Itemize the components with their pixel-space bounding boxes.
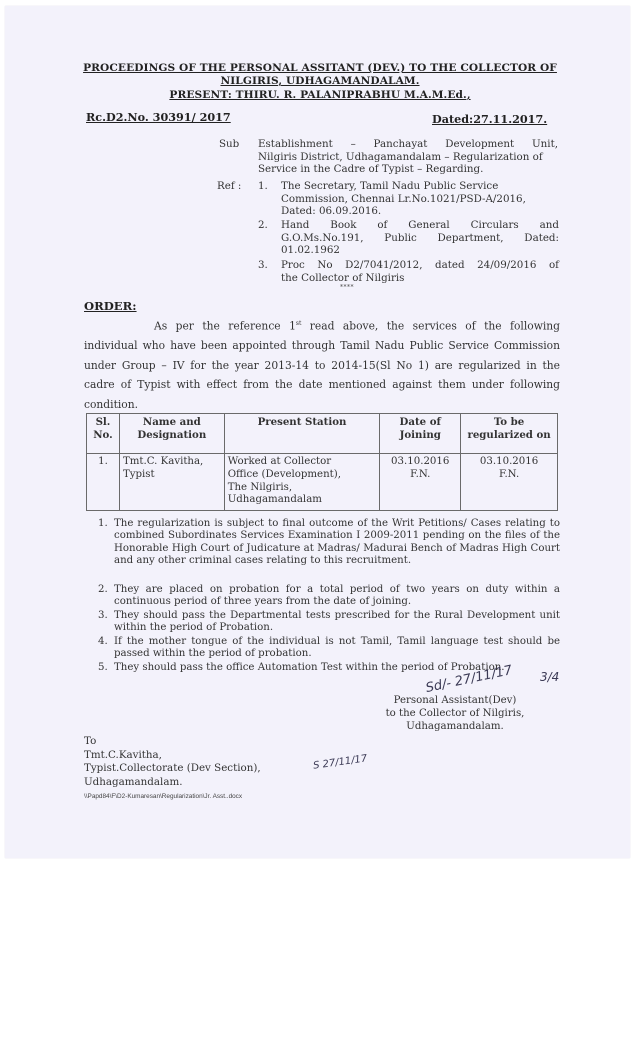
column-header-regularized-on: To be regularized on <box>461 414 558 454</box>
reference-item-3-number: 3. <box>258 259 268 271</box>
condition-4: 4. If the mother tongue of the individual is not Tamil, Tamil language test should be passed within the period of probation. <box>98 636 560 660</box>
order-line-1: As per the reference 1st read above, the services of the following <box>154 319 560 333</box>
table-header-row <box>87 414 558 454</box>
cell-sl-no: 1. <box>87 454 120 511</box>
column-header-sl-no: Sl. No. <box>87 414 120 454</box>
reference-item-1: The Secretary, Tamil Nadu Public Service Commission, Chennai Lr.No.1021/PSD-A/2016, Dated: 06.09.2016. <box>281 180 526 218</box>
proceedings-location: NILGIRIS, UDHAGAMANDALAM. <box>220 75 420 87</box>
signatory-designation: Personal Assistant(Dev) to the Collector of Nilgiris, Udhagamandalam. <box>385 695 525 732</box>
addressee-designation: Typist.Collectorate (Dev Section), <box>84 762 261 774</box>
proceedings-title: PROCEEDINGS OF THE PERSONAL ASSITANT (DEV.) TO THE COLLECTOR OF <box>83 62 557 74</box>
present-officer: PRESENT: THIRU. R. PALANIPRABHU M.A.M.Ed., <box>169 89 471 101</box>
column-header-date-joining: Date of Joining <box>380 414 461 454</box>
addressee-block <box>84 735 261 789</box>
order-heading: ORDER: <box>84 299 137 313</box>
section-separator: **** <box>340 284 354 291</box>
reference-number: Rc.D2.No. 30391/ 2017 <box>86 110 231 124</box>
condition-3: 3. They should pass the Departmental tests prescribed for the Rural Development unit within the period of Probation. <box>98 610 560 634</box>
table-row <box>87 454 558 511</box>
file-path-footer: \\Papd84\F\D2-Kumaresan\Regularization\Jr. Asst..docx <box>84 793 243 800</box>
regularization-table <box>86 413 558 511</box>
reference-item-2: Hand Book of General Circulars and G.O.Ms.No.191, Public Department, Dated: 01.02.1962 <box>281 219 559 257</box>
cell-regularized-on: 03.10.2016 F.N. <box>461 454 558 511</box>
addressee-name: Tmt.C.Kavitha, <box>84 748 162 761</box>
reference-item-2-number: 2. <box>258 219 268 231</box>
column-header-name: Name and Designation <box>119 414 224 454</box>
addressee-location: Udhagamandalam. <box>84 775 183 788</box>
reference-item-1-number: 1. <box>258 180 268 192</box>
subject-label: Sub <box>219 138 240 150</box>
cell-station: Worked at Collector Office (Development), The Nilgiris, Udhagamandalam <box>224 454 380 511</box>
reference-item-3: Proc No D2/7041/2012, dated 24/09/2016 of the Collector of Nilgiris <box>281 259 559 284</box>
condition-1: 1. The regularization is subject to final outcome of the Writ Petitions/ Cases relating to combined Subordinates Services Examination I 2009-2011 pending on the files of the Honorable High Court of Judicature at Madras/ Madurai Bench of Madras High Court and any other criminal cases relating to this recruitment. <box>98 518 560 567</box>
document-date: Dated:27.11.2017. <box>432 112 548 126</box>
handwritten-initials: S 27/11/17 <box>312 753 368 772</box>
subject-text: Establishment – Panchayat Development Unit, Nilgiris District, Udhagamandalam – Regularization of Service in the Cadre of Typist – Regarding. <box>258 138 558 176</box>
order-paragraph: As per the reference 1st read above, the services of the following individual who have been appointed through Tamil Nadu Public Service Commission under Group – IV for the year 2013-14 to 2014-15(Sl No 1) are regularized in the cadre of Typist with effect from the date mentioned against them under following condition. <box>84 314 560 414</box>
handwritten-signature: Sd/- 27/11/17 <box>424 663 514 696</box>
condition-5: 5. They should pass the office Automation Test within the period of Probation. <box>98 662 505 673</box>
column-header-station: Present Station <box>224 414 380 454</box>
reference-label: Ref : <box>217 180 242 192</box>
page-mark: 3/4 <box>540 670 560 684</box>
cell-date-joining: 03.10.2016 F.N. <box>380 454 461 511</box>
to-label: To <box>84 735 97 747</box>
cell-name: Tmt.C. Kavitha, Typist <box>119 454 224 511</box>
condition-2: 2. They are placed on probation for a total period of two years on duty within a continuous period of three years from the date of joining. <box>98 584 560 608</box>
